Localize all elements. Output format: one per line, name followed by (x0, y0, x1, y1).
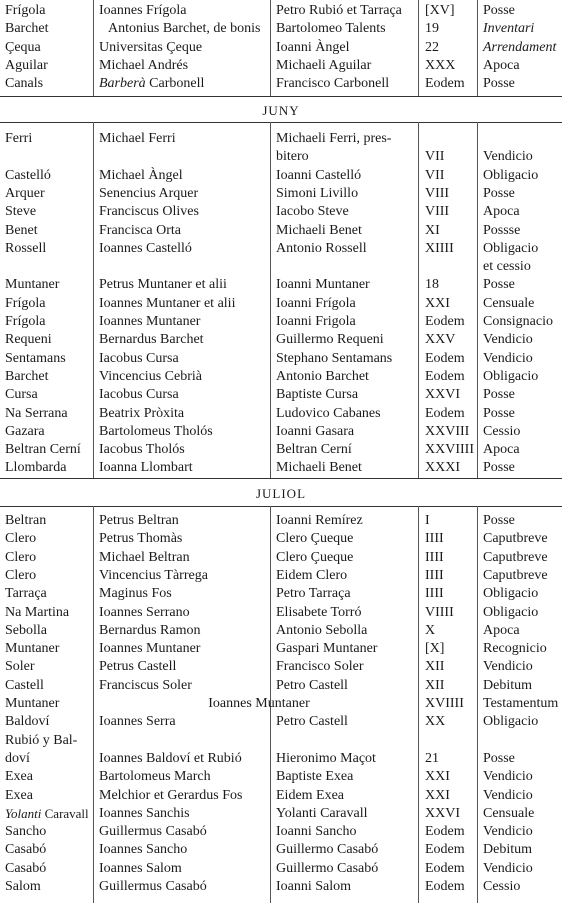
surname-cell: Frígola (5, 295, 46, 311)
act-cell: Caputbreve (483, 549, 548, 565)
grantor-cell: Ioannes Muntaner (99, 314, 201, 329)
day-cell: Eodem (425, 405, 465, 421)
surname-cell: Soler (5, 659, 35, 675)
day-cell: VIIII (425, 604, 454, 620)
table-row (0, 167, 562, 185)
table-row (0, 75, 562, 93)
day-cell: Eodem (425, 879, 465, 894)
act-cell: Obligacio (483, 586, 539, 602)
day-cell: XXVIII (425, 423, 470, 439)
surname-cell: Frígola (5, 314, 46, 329)
day-cell: Eodem (425, 76, 465, 92)
grantor-cell: Senencius Arquer (99, 185, 199, 201)
grantor-cell: Iacobus Cursa (99, 350, 179, 366)
recipient-cell: Eidem Clero (276, 567, 348, 583)
recipient-cell: Petro Tarraça (276, 586, 351, 602)
table-row (0, 20, 562, 38)
day-cell: Eodem (425, 824, 465, 840)
act-cell: Obligacio (483, 167, 539, 183)
day-cell: [XV] (425, 3, 455, 18)
table-row (0, 423, 562, 441)
surname-cell: Sentamans (5, 350, 66, 366)
grantor-cell: Petrus Castell (99, 659, 177, 675)
recipient-cell: Antonio Sebolla (276, 622, 368, 638)
surname-cell: Yolanti Caravall (5, 805, 89, 821)
act-cell: Caputbreve (483, 531, 548, 547)
recipient-cell: Gaspari Muntaner (276, 641, 378, 657)
recipient-cell: Michaeli Benet (276, 460, 362, 476)
table-row (0, 295, 562, 313)
grantor-cell: Antonius Barchet, de bonis (108, 21, 261, 37)
act-cell: Debitum (483, 842, 532, 858)
surname-cell: Tarraça (5, 586, 47, 602)
grantor-cell: Ioanna Llombart (99, 460, 193, 476)
act-cell: Cessio (483, 423, 521, 439)
table-row (0, 585, 562, 603)
surname-cell: doví (5, 750, 30, 766)
table-row (0, 39, 562, 57)
recipient-cell: Michaeli Ferri, pres- (276, 131, 392, 146)
act-cell: Vendicio (483, 787, 533, 803)
surname-cell: Sebolla (5, 622, 47, 638)
surname-cell: Muntaner (5, 277, 60, 293)
surname-cell: Barchet (5, 368, 49, 384)
surname-cell: Clero (5, 549, 37, 565)
recipient-cell: Baptiste Cursa (276, 387, 359, 403)
surname-cell: Cursa (5, 387, 38, 403)
recipient-cell: Ioanni Castelló (276, 167, 362, 183)
act-cell: Vendicio (483, 149, 533, 165)
table-row (0, 222, 562, 240)
surname-cell: Casabó (5, 842, 47, 858)
day-cell: [X] (425, 641, 445, 657)
day-cell: VIII (425, 204, 450, 220)
act-cell: Vendicio (483, 332, 533, 348)
act-cell: Cessio (483, 879, 521, 894)
act-cell: Posse (483, 185, 515, 201)
grantor-cell: Melchior et Gerardus Fos (99, 787, 243, 803)
surname-cell: Beltran Cerní (5, 442, 81, 458)
surname-cell: Castell (5, 677, 44, 693)
surname-cell: Casabó (5, 860, 47, 876)
surname-cell: Gazara (5, 423, 45, 439)
grantor-cell: Franciscus Soler (99, 677, 192, 693)
surname-cell: Beltran (5, 513, 47, 528)
surname-cell: Baldoví (5, 714, 50, 730)
recipient-cell: Petro Rubió et Tarraça (276, 3, 402, 18)
act-cell: Apoca (483, 442, 520, 458)
recipient-cell: Stephano Sentamans (276, 350, 393, 366)
table-row (0, 148, 562, 166)
grantor-cell: Michael Andrés (99, 57, 189, 73)
grantor-cell: Bernardus Ramon (99, 622, 201, 638)
table-row (0, 805, 562, 823)
surname-cell: Exea (5, 787, 33, 803)
act-cell: Possse (483, 222, 521, 238)
day-cell: IIII (425, 531, 444, 547)
table-row (0, 459, 562, 477)
recipient-cell: bitero (276, 149, 309, 165)
grantor-cell: Ioannes Baldoví et Rubió (99, 750, 242, 766)
recipient-cell: Guillermo Casabó (276, 842, 379, 858)
surname-cell: Muntaner (5, 696, 60, 711)
table-row (0, 787, 562, 805)
day-cell: 21 (425, 750, 439, 766)
recipient-cell: Elisabete Torró (276, 604, 362, 620)
table-row (0, 750, 562, 768)
table-row (0, 405, 562, 423)
day-cell: Eodem (425, 842, 465, 858)
table-row (0, 130, 562, 148)
section-header: JUNY (262, 103, 300, 118)
surname-cell: Canals (5, 76, 44, 92)
act-cell: Testamentum (483, 696, 559, 711)
recipient-cell: Petro Castell (276, 677, 348, 693)
grantor-cell: Bartolomeus March (99, 769, 211, 785)
recipient-cell: Francisco Soler (276, 659, 364, 675)
act-cell: Consignacio (483, 314, 553, 329)
act-cell: Caputbreve (483, 567, 548, 583)
surname-cell: Steve (5, 204, 37, 220)
act-cell: Inventari (483, 21, 535, 37)
grantor-cell: Ioannes Sancho (99, 842, 188, 858)
recipient-cell: Ioanni Sancho (276, 824, 357, 840)
act-cell: Obligacio (483, 714, 539, 730)
surname-cell: Sancho (5, 824, 47, 840)
grantor-cell: Franciscus Olives (99, 204, 199, 220)
surname-cell: Exea (5, 769, 33, 785)
table-row (0, 368, 562, 386)
act-cell: Obligacio (483, 604, 539, 620)
day-cell: XVIIII (425, 696, 464, 711)
table-row (0, 530, 562, 548)
table-row (0, 57, 562, 75)
act-cell: Obligacio (483, 240, 539, 256)
act-cell: Posse (483, 76, 515, 92)
recipient-cell: Ioanni Frígola (276, 295, 356, 311)
recipient-cell: Baptiste Exea (276, 769, 354, 785)
recipient-cell: Beltran Cerní (276, 442, 352, 458)
day-cell: Eodem (425, 368, 465, 384)
table-row (0, 695, 562, 713)
act-cell: Vendicio (483, 860, 533, 876)
recipient-cell: Michaeli Aguilar (276, 57, 372, 73)
day-cell: XII (425, 659, 445, 675)
act-cell: Vendicio (483, 769, 533, 785)
grantor-cell: Michael Ferri (99, 131, 176, 146)
grantor-cell: Maginus Fos (99, 586, 172, 602)
table-row (0, 640, 562, 658)
surname-cell: Frígola (5, 3, 46, 18)
act-cell: Censuale (483, 295, 535, 311)
grantor-cell: Guillermus Casabó (99, 824, 207, 840)
act-cell: Vendicio (483, 824, 533, 840)
table-row (0, 567, 562, 585)
grantor-cell: Ioannes Sanchis (99, 805, 190, 821)
grantor-cell: Vincencius Tàrrega (99, 567, 208, 583)
day-cell: IIII (425, 586, 444, 602)
act-cell: Posse (483, 460, 515, 476)
surname-cell: Na Serrana (5, 405, 68, 421)
table-row (0, 823, 562, 841)
grantor-cell: Universitas Çeque (99, 39, 203, 55)
table-row (0, 331, 562, 349)
day-cell: IIII (425, 567, 444, 583)
grantor-cell: Ioannes Muntaner et alii (99, 295, 236, 311)
grantor-cell: Petrus Thomàs (99, 531, 183, 547)
surname-cell: Arquer (5, 185, 45, 201)
surname-cell: Salom (5, 879, 41, 894)
act-cell: Posse (483, 3, 515, 18)
table-row (0, 386, 562, 404)
day-cell: Eodem (425, 860, 465, 876)
table-row (0, 2, 562, 20)
grantor-cell: Ioannes Serra (99, 714, 176, 730)
table-row (0, 841, 562, 859)
act-cell: Vendicio (483, 350, 533, 366)
grantor-cell: Barberà Carbonell (99, 76, 205, 92)
day-cell: I (425, 513, 430, 528)
recipient-cell: Guillermo Casabó (276, 860, 379, 876)
recipient-cell: Petro Castell (276, 714, 348, 730)
recipient-cell: Ioanni Muntaner (276, 277, 370, 293)
day-cell: VIII (425, 185, 450, 201)
act-cell: Posse (483, 387, 515, 403)
surname-cell: Clero (5, 567, 37, 583)
act-cell: et cessio (483, 259, 531, 275)
table-row (0, 713, 562, 731)
table-row (0, 240, 562, 258)
act-cell: Posse (483, 750, 515, 766)
grantor-cell: Ioannes Serrano (99, 604, 190, 620)
day-cell: XXI (425, 769, 450, 785)
day-cell: Eodem (425, 350, 465, 366)
surname-cell: Clero (5, 531, 37, 547)
recipient-cell: Clero Çueque (276, 531, 354, 547)
act-cell: Vendicio (483, 659, 533, 675)
recipient-cell: Yolanti Caravall (276, 805, 368, 821)
day-cell: XXI (425, 787, 450, 803)
section-rule (0, 478, 562, 479)
grantor-cell: Petrus Muntaner et alii (99, 277, 227, 293)
day-cell: XIIII (425, 240, 454, 256)
day-cell: XII (425, 677, 445, 693)
table-row (0, 512, 562, 530)
act-cell: Censuale (483, 805, 535, 821)
surname-cell: Barchet (5, 21, 49, 37)
table-row (0, 276, 562, 294)
act-cell: Obligacio (483, 368, 539, 384)
grantor-cell: Michael Beltran (99, 549, 190, 565)
recipient-cell: Ioanni Remírez (276, 513, 363, 528)
surname-cell: Castelló (5, 167, 51, 183)
day-cell: VII (425, 167, 445, 183)
recipient-cell: Francisco Carbonell (276, 76, 390, 92)
day-cell: Eodem (425, 314, 465, 329)
act-cell: Arrendament (483, 39, 557, 55)
recipient-cell: Antonio Barchet (276, 368, 369, 384)
table-row (0, 677, 562, 695)
table-row (0, 658, 562, 676)
grantor-cell: Ioannes Muntaner (208, 696, 310, 711)
recipient-cell: Antonio Rossell (276, 240, 367, 256)
grantor-cell: Iacobus Tholós (99, 442, 185, 458)
grantor-cell: Vincencius Cebrià (99, 368, 202, 384)
table-row (0, 350, 562, 368)
act-cell: Apoca (483, 57, 520, 73)
surname-cell: Ferri (5, 131, 33, 146)
grantor-cell: Ioannes Muntaner (99, 641, 201, 657)
table-row (0, 768, 562, 786)
recipient-cell: Ioanni Àngel (276, 39, 350, 55)
surname-cell: Na Martina (5, 604, 70, 620)
grantor-cell: Bartolomeus Tholós (99, 423, 213, 439)
surname-cell: Benet (5, 222, 38, 238)
surname-cell: Requeni (5, 332, 52, 348)
recipient-cell: Iacobo Steve (276, 204, 349, 220)
day-cell: XXX (425, 57, 456, 73)
table-row (0, 732, 562, 750)
table-row (0, 860, 562, 878)
act-cell: Debitum (483, 677, 532, 693)
grantor-cell: Petrus Beltran (99, 513, 179, 528)
day-cell: 19 (425, 21, 439, 37)
grantor-cell: Beatrix Pròxita (99, 405, 185, 421)
grantor-cell: Guillermus Casabó (99, 879, 207, 894)
act-cell: Posse (483, 277, 515, 293)
grantor-cell: Ioannes Salom (99, 860, 182, 876)
grantor-cell: Bernardus Barchet (99, 332, 204, 348)
recipient-cell: Eidem Exea (276, 787, 345, 803)
table-row (0, 622, 562, 640)
table-row (0, 185, 562, 203)
day-cell: XX (425, 714, 446, 730)
day-cell: IIII (425, 549, 444, 565)
table-row (0, 878, 562, 896)
table-row (0, 258, 562, 276)
surname-cell: Rubió y Bal- (5, 732, 78, 748)
recipient-cell: Simoni Livillo (276, 185, 359, 201)
day-cell: 22 (425, 39, 439, 55)
day-cell: VII (425, 149, 445, 165)
recipient-cell: Michaeli Benet (276, 222, 362, 238)
act-cell: Recognicio (483, 641, 547, 657)
table-row (0, 441, 562, 459)
surname-cell: Aguilar (5, 57, 48, 73)
section-rule (0, 96, 562, 97)
day-cell: 18 (425, 277, 439, 293)
recipient-cell: Ioanni Salom (276, 879, 352, 894)
recipient-cell: Clero Çueque (276, 549, 354, 565)
recipient-cell: Guillermo Requeni (276, 332, 384, 348)
act-cell: Posse (483, 513, 515, 528)
surname-cell: Muntaner (5, 641, 60, 657)
grantor-cell: Michael Àngel (99, 167, 183, 183)
day-cell: XXVI (425, 805, 460, 821)
table-row (0, 604, 562, 622)
table-row (0, 203, 562, 221)
day-cell: XXVIIII (425, 442, 474, 458)
surname-cell: Llombarda (5, 460, 67, 476)
grantor-cell: Francisca Orta (99, 222, 182, 238)
recipient-cell: Hieronimo Maçot (276, 750, 376, 766)
day-cell: XXV (425, 332, 456, 348)
act-cell: Apoca (483, 204, 520, 220)
recipient-cell: Bartolomeo Talents (276, 21, 386, 37)
recipient-cell: Ioanni Frigola (276, 314, 356, 329)
surname-cell: Çequa (5, 39, 41, 55)
section-header: JULIOL (255, 486, 307, 501)
surname-cell: Rossell (5, 240, 47, 256)
grantor-cell: Iacobus Cursa (99, 387, 179, 403)
table-row (0, 549, 562, 567)
day-cell: X (425, 622, 436, 638)
day-cell: XXI (425, 295, 450, 311)
recipient-cell: Ioanni Gasara (276, 423, 355, 439)
act-cell: Posse (483, 405, 515, 421)
day-cell: XXVI (425, 387, 460, 403)
recipient-cell: Ludovico Cabanes (276, 405, 381, 421)
table-row (0, 313, 562, 331)
day-cell: XXXI (425, 460, 460, 476)
grantor-cell: Ioannes Castelló (99, 240, 192, 256)
grantor-cell: Ioannes Frígola (99, 3, 187, 18)
act-cell: Apoca (483, 622, 520, 638)
day-cell: XI (425, 222, 440, 238)
